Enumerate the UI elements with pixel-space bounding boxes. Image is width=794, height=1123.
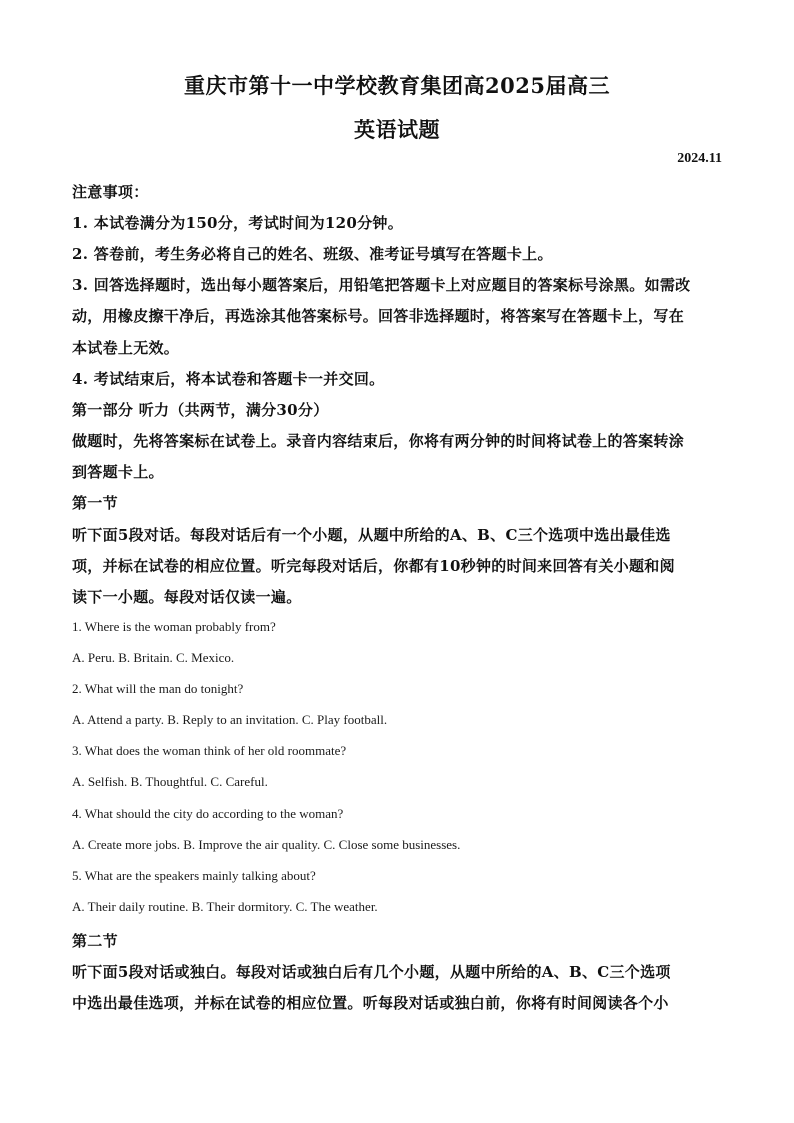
question-4: 4. What should the city do according to the woman? <box>72 806 344 821</box>
question-5: 5. What are the speakers mainly talking about? <box>72 868 316 883</box>
section1-intro-line-3: 读下一小题。每段对话仅读一遍。 <box>72 588 302 606</box>
section2-intro-line-2: 中选出最佳选项，并标在试卷的相应位置。听每段对话或独白前，你将有时间阅读各个小 <box>72 994 669 1012</box>
question-5-options: A. Their daily routine. B. Their dormitory. C. The weather. <box>72 899 378 914</box>
question-2: 2. What will the man do tonight? <box>72 681 244 696</box>
part1-intro-line-1: 做题时，先将答案标在试卷上。录音内容结束后，你将有两分钟的时间将试卷上的答案转涂 <box>72 432 685 450</box>
section2-heading: 第二节 <box>72 932 118 950</box>
section1-heading: 第一节 <box>72 494 118 512</box>
question-1-options: A. Peru. B. Britain. C. Mexico. <box>72 650 235 665</box>
notes-heading: 注意事项： <box>72 183 149 201</box>
section1-intro-line-2: 项，并标在试卷的相应位置。听完每段对话后，你都有10秒钟的时间来回答有关小题和阅 <box>72 557 675 575</box>
part1-intro-line-2: 到答题卡上。 <box>72 463 164 481</box>
exam-date: 2024.11 <box>677 151 722 166</box>
exam-title: 重庆市第十一中学校教育集团高2025届高三 <box>184 73 610 98</box>
question-3-options: A. Selfish. B. Thoughtful. C. Careful. <box>72 774 268 789</box>
question-4-options: A. Create more jobs. B. Improve the air quality. C. Close some businesses. <box>72 837 461 852</box>
notes-item-4: 4. 考试结束后，将本试卷和答题卡一并交回。 <box>72 370 385 388</box>
question-3: 3. What does the woman think of her old roommate? <box>72 743 347 758</box>
notes-item-2: 2. 答卷前，考生务必将自己的姓名、班级、准考证号填写在答题卡上。 <box>72 245 553 263</box>
notes-item-1: 1. 本试卷满分为150分，考试时间为120分钟。 <box>72 214 404 232</box>
section1-intro-line-1: 听下面5段对话。每段对话后有一个小题，从题中所给的A、B、C三个选项中选出最佳选 <box>72 526 671 544</box>
part1-heading: 第一部分 听力（共两节，满分30分） <box>72 401 329 419</box>
notes-item-3-line-3: 本试卷上无效。 <box>72 339 180 357</box>
exam-subject: 英语试题 <box>354 117 440 142</box>
section2-intro-line-1: 听下面5段对话或独白。每段对话或独白后有几个小题，从题中所给的A、B、C三个选项 <box>72 963 671 981</box>
question-1: 1. Where is the woman probably from? <box>72 619 276 634</box>
notes-item-3-line-2: 动，用橡皮擦干净后，再选涂其他答案标号。回答非选择题时，将答案写在答题卡上，写在 <box>72 307 685 325</box>
notes-item-3-line-1: 3. 回答选择题时，选出每小题答案后，用铅笔把答题卡上对应题目的答案标号涂黑。如需改 <box>72 276 691 294</box>
question-2-options: A. Attend a party. B. Reply to an invitation. C. Play football. <box>72 712 388 727</box>
